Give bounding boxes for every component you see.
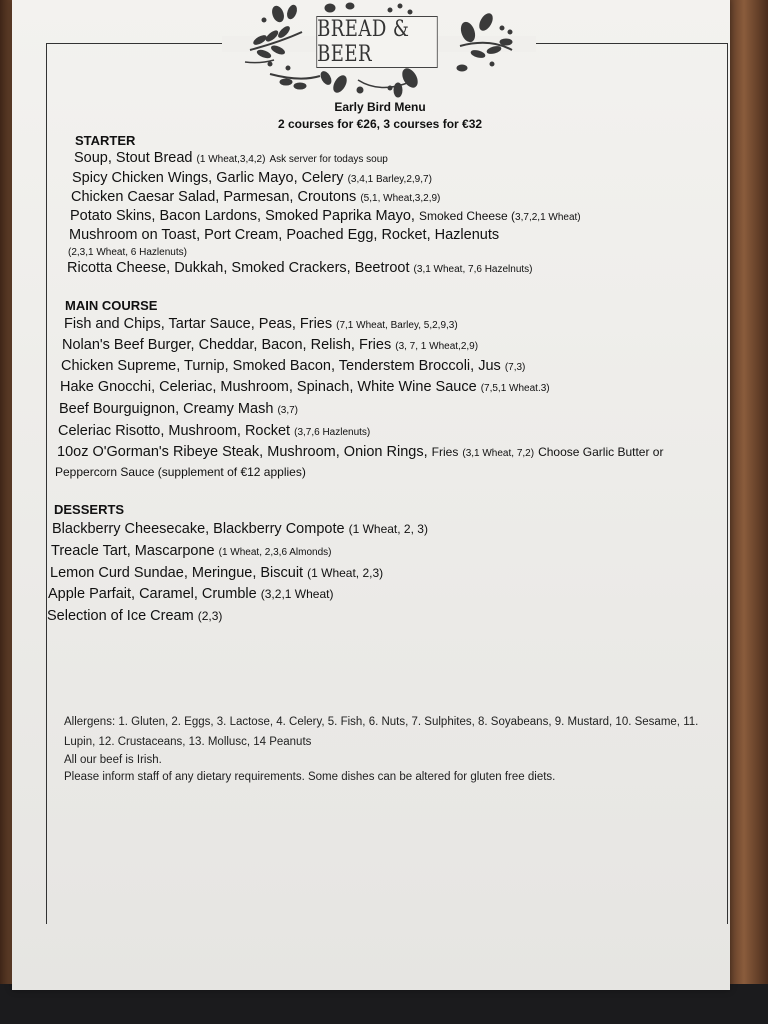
main-item (61, 358, 525, 374)
allergen-note: (2,3,1 Wheat, 6 Hazlenuts) (68, 247, 187, 258)
allergen-note: (1 Wheat, 2,3,6 Almonds) (218, 547, 332, 558)
item-name: Selection of Ice Cream (47, 608, 194, 624)
allergen-note: 3,7,2,1 Wheat) (515, 212, 581, 223)
dessert-item (50, 565, 383, 581)
item-name: Nolan's Beef Burger, Cheddar, Bacon, Relish, Fries (62, 337, 392, 353)
allergen-note: (3,7) (277, 405, 298, 416)
allergens-line-1: Allergens: 1. Gluten, 2. Eggs, 3. Lactose, 4. Celery, 5. Fish, 6. Nuts, 7. Sulphites, 8. Soyabeans, 9. Mustard, 10. Sesame, 11. (64, 716, 699, 728)
allergen-note: (3,1 Wheat, 7,2) (462, 448, 535, 459)
beef-origin-note: All our beef is Irish. (64, 754, 162, 766)
allergen-note: (7,1 Wheat, Barley, 5,2,9,3) (336, 320, 458, 331)
starter-item (71, 189, 440, 205)
allergen-note: (3,7,6 Hazlenuts) (294, 427, 371, 438)
wood-table-right (728, 0, 768, 1024)
item-name: Ricotta Cheese, Dukkah, Smoked Crackers, Beetroot (67, 260, 410, 276)
item-name: 10oz O'Gorman's Ribeye Steak, Mushroom, Onion Rings, (57, 444, 428, 460)
item-name: Spicy Chicken Wings, Garlic Mayo, Celery (72, 170, 344, 186)
item-name: Celeriac Risotto, Mushroom, Rocket (58, 423, 291, 439)
main-item (62, 337, 478, 353)
main-item (60, 379, 550, 395)
main-item (57, 444, 663, 460)
desserts-heading: DESSERTS (54, 502, 125, 517)
item-continuation: Peppercorn Sauce (supplement of €12 applies) (55, 465, 306, 479)
allergen-note: (1 Wheat, 2,3) (307, 566, 384, 580)
allergen-note: (2,3) (197, 609, 223, 623)
item-name: Chicken Caesar Salad, Parmesan, Croutons (71, 189, 357, 205)
allergen-note: (5,1, Wheat,3,2,9) (360, 193, 441, 204)
starter-heading: STARTER (75, 133, 136, 148)
allergen-note: (7,5,1 Wheat.3) (480, 383, 550, 394)
item-extra: Choose Garlic Butter or (538, 445, 664, 459)
allergen-note: (3,1 Wheat, 7,6 Hazelnuts) (413, 264, 533, 275)
starter-item (67, 260, 533, 276)
dessert-item (52, 521, 428, 537)
main-item (58, 423, 370, 439)
table-edge (0, 984, 768, 1024)
item-name: Lemon Curd Sundae, Meringue, Biscuit (50, 565, 304, 581)
main-course-heading: MAIN COURSE (65, 298, 158, 313)
item-name: Soup, Stout Bread (74, 150, 193, 166)
starter-item (74, 150, 388, 166)
dessert-item (51, 543, 331, 559)
menu-price: 2 courses for €26, 3 courses for €32 (277, 117, 483, 131)
allergen-note: (3,2,1 Wheat) (260, 587, 334, 601)
item-name: Beef Bourguignon, Creamy Mash (59, 401, 274, 417)
allergen-note: (7,3) (504, 362, 526, 373)
item-extra: Ask server for todays soup (269, 154, 388, 165)
allergen-note: (1 Wheat, 2, 3) (348, 522, 428, 536)
item-name: Treacle Tart, Mascarpone (51, 543, 215, 559)
item-extra: Fries (431, 445, 459, 459)
starter-item (70, 208, 581, 224)
dietary-note: Please inform staff of any dietary requirements. Some dishes can be altered for gluten free diets. (64, 771, 556, 783)
brand-logo: BREAD & BEER (316, 16, 437, 68)
dessert-item (48, 586, 333, 602)
item-name: Potato Skins, Bacon Lardons, Smoked Paprika Mayo, (70, 208, 415, 224)
main-item (64, 316, 458, 332)
item-name: Mushroom on Toast, Port Cream, Poached Egg, Rocket, Hazlenuts (69, 227, 500, 243)
dessert-item (47, 608, 222, 624)
item-name: Chicken Supreme, Turnip, Smoked Bacon, Tenderstem Broccoli, Jus (61, 358, 501, 374)
item-name: Fish and Chips, Tartar Sauce, Peas, Fries (64, 316, 333, 332)
item-extra: Smoked Cheese ( (419, 209, 516, 223)
item-name: Blackberry Cheesecake, Blackberry Compote (52, 521, 345, 537)
allergens-line-2: Lupin, 12. Crustaceans, 13. Mollusc, 14 Peanuts (64, 736, 312, 748)
item-name: Hake Gnocchi, Celeriac, Mushroom, Spinach, White Wine Sauce (60, 379, 477, 395)
allergen-note: (3, 7, 1 Wheat,2,9) (395, 341, 479, 352)
item-name: Apple Parfait, Caramel, Crumble (48, 586, 257, 602)
allergen-note: (3,4,1 Barley,2,9,7) (347, 174, 432, 185)
allergen-note: (1 Wheat,3,4,2) (196, 154, 266, 165)
starter-item (69, 227, 499, 243)
main-item (59, 401, 298, 417)
menu-title: Early Bird Menu (334, 100, 426, 114)
starter-item (72, 170, 432, 186)
